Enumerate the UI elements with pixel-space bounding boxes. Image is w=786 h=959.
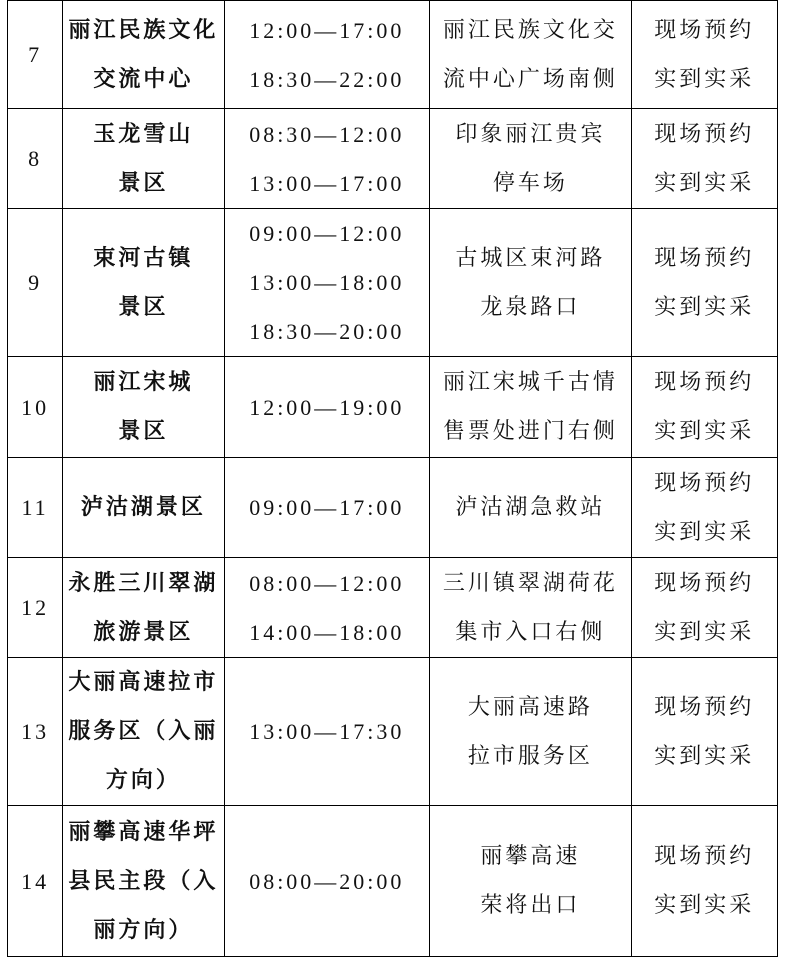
cell-location xyxy=(430,1,632,109)
cell-site-name-line: 丽江民族文化 xyxy=(68,16,219,43)
cell-site-name-line: 大丽高速拉市 xyxy=(68,669,219,695)
cell-service-hours-line: 13:00—17:00 xyxy=(249,170,405,196)
cell-sampling-mode-line: 现场预约 xyxy=(654,245,755,271)
cell-service-hours-line: 18:30—22:00 xyxy=(249,66,405,92)
cell-service-hours-line: 08:00—20:00 xyxy=(249,868,405,894)
table-row xyxy=(8,209,778,357)
table-row xyxy=(8,109,778,209)
cell-site-name xyxy=(63,806,224,957)
cell-location xyxy=(430,209,632,357)
cell-site-name xyxy=(63,357,224,458)
cell-sampling-mode-line: 实到实采 xyxy=(654,743,755,769)
cell-number: 9 xyxy=(8,209,63,357)
cell-site-name-line: 束河古镇 xyxy=(93,244,194,271)
cell-site-name xyxy=(63,658,224,806)
table-row xyxy=(8,1,778,109)
cell-number: 10 xyxy=(8,357,63,458)
cell-site-name xyxy=(63,109,224,209)
cell-number: 8 xyxy=(8,109,63,209)
cell-sampling-mode xyxy=(631,806,777,957)
table-row xyxy=(8,357,778,458)
cell-location-line: 大丽高速路 xyxy=(467,694,593,720)
cell-location-line: 龙泉路口 xyxy=(480,294,581,320)
cell-site-name-line: 景区 xyxy=(118,418,169,444)
cell-site-name xyxy=(63,558,224,658)
cell-site-name-line: 交流中心 xyxy=(93,65,194,92)
cell-service-hours xyxy=(224,357,430,458)
cell-sampling-mode xyxy=(631,458,777,558)
cell-site-name-line: 景区 xyxy=(118,169,169,196)
table-row xyxy=(8,458,778,558)
cell-sampling-mode xyxy=(631,1,777,109)
cell-service-hours-line: 14:00—18:00 xyxy=(249,619,405,645)
cell-location-line: 丽江民族文化交 xyxy=(442,17,618,43)
cell-number: 11 xyxy=(8,458,63,558)
cell-site-name-line: 丽方向） xyxy=(93,916,194,943)
table-row xyxy=(8,558,778,658)
cell-sampling-mode-line: 实到实采 xyxy=(654,519,755,545)
cell-service-hours-line: 08:00—12:00 xyxy=(249,570,405,596)
cell-location xyxy=(430,109,632,209)
schedule-table xyxy=(7,0,778,957)
cell-location-line: 集市入口右侧 xyxy=(455,619,606,645)
cell-sampling-mode-line: 现场预约 xyxy=(654,370,755,395)
cell-location-line: 荣将出口 xyxy=(480,893,581,918)
cell-sampling-mode-line: 实到实采 xyxy=(654,66,755,92)
cell-service-hours xyxy=(224,458,430,558)
cell-service-hours xyxy=(224,1,430,109)
cell-number: 13 xyxy=(8,658,63,806)
cell-site-name xyxy=(63,458,224,558)
cell-number: 12 xyxy=(8,558,63,658)
cell-site-name-line: 景区 xyxy=(118,293,169,320)
cell-location-line: 流中心广场南侧 xyxy=(442,66,618,92)
cell-sampling-mode-line: 现场预约 xyxy=(654,121,755,147)
cell-site-name xyxy=(63,209,224,357)
table-row xyxy=(8,806,778,957)
cell-location-line: 售票处进门右侧 xyxy=(442,419,618,444)
cell-sampling-mode-line: 现场预约 xyxy=(654,470,755,496)
cell-location-line: 古城区束河路 xyxy=(455,245,606,271)
cell-location xyxy=(430,558,632,658)
cell-service-hours-line: 12:00—19:00 xyxy=(249,394,405,420)
cell-service-hours-line: 13:00—17:30 xyxy=(249,719,405,744)
cell-sampling-mode-line: 实到实采 xyxy=(654,294,755,320)
cell-location-line: 印象丽江贵宾 xyxy=(455,121,606,147)
cell-sampling-mode-line: 现场预约 xyxy=(654,694,755,720)
cell-sampling-mode xyxy=(631,109,777,209)
cell-site-name-line: 服务区（入丽 xyxy=(68,718,219,744)
cell-sampling-mode-line: 实到实采 xyxy=(654,419,755,444)
cell-location-line: 拉市服务区 xyxy=(467,743,593,769)
cell-service-hours-line: 08:30—12:00 xyxy=(249,121,405,147)
cell-service-hours xyxy=(224,806,430,957)
cell-location-line: 三川镇翠湖荷花 xyxy=(442,570,618,596)
cell-number: 14 xyxy=(8,806,63,957)
cell-sampling-mode-line: 现场预约 xyxy=(654,17,755,43)
cell-site-name-line: 方向） xyxy=(105,767,181,793)
cell-service-hours-line: 12:00—17:00 xyxy=(249,17,405,43)
cell-location-line: 丽攀高速 xyxy=(480,844,581,869)
cell-location-line: 泸沽湖急救站 xyxy=(455,495,606,520)
cell-sampling-mode-line: 现场预约 xyxy=(654,570,755,596)
cell-location-line: 丽江宋城千古情 xyxy=(442,370,618,395)
table-row xyxy=(8,658,778,806)
cell-service-hours-line: 13:00—18:00 xyxy=(249,270,405,295)
cell-location xyxy=(430,357,632,458)
cell-location xyxy=(430,806,632,957)
cell-site-name-line: 泸沽湖景区 xyxy=(80,494,206,520)
cell-service-hours-line: 09:00—12:00 xyxy=(249,221,405,246)
cell-service-hours xyxy=(224,558,430,658)
cell-site-name-line: 丽攀高速华坪 xyxy=(68,818,219,845)
cell-site-name-line: 旅游景区 xyxy=(93,618,194,645)
cell-site-name-line: 县民主段（入 xyxy=(68,867,219,894)
cell-sampling-mode xyxy=(631,357,777,458)
schedule-table-body xyxy=(8,1,778,957)
cell-site-name-line: 丽江宋城 xyxy=(93,369,194,395)
cell-service-hours-line: 09:00—17:00 xyxy=(249,495,405,520)
cell-site-name xyxy=(63,1,224,109)
cell-service-hours xyxy=(224,209,430,357)
cell-site-name-line: 永胜三川翠湖 xyxy=(68,569,219,596)
cell-service-hours xyxy=(224,658,430,806)
cell-service-hours xyxy=(224,109,430,209)
cell-sampling-mode xyxy=(631,558,777,658)
cell-location xyxy=(430,658,632,806)
cell-sampling-mode-line: 实到实采 xyxy=(654,893,755,918)
cell-sampling-mode-line: 实到实采 xyxy=(654,619,755,645)
cell-location-line: 停车场 xyxy=(492,170,568,196)
cell-sampling-mode xyxy=(631,209,777,357)
cell-site-name-line: 玉龙雪山 xyxy=(93,120,194,147)
cell-location xyxy=(430,458,632,558)
cell-number: 7 xyxy=(8,1,63,109)
cell-sampling-mode-line: 现场预约 xyxy=(654,844,755,869)
cell-service-hours-line: 18:30—20:00 xyxy=(249,319,405,344)
cell-sampling-mode-line: 实到实采 xyxy=(654,170,755,196)
cell-sampling-mode xyxy=(631,658,777,806)
